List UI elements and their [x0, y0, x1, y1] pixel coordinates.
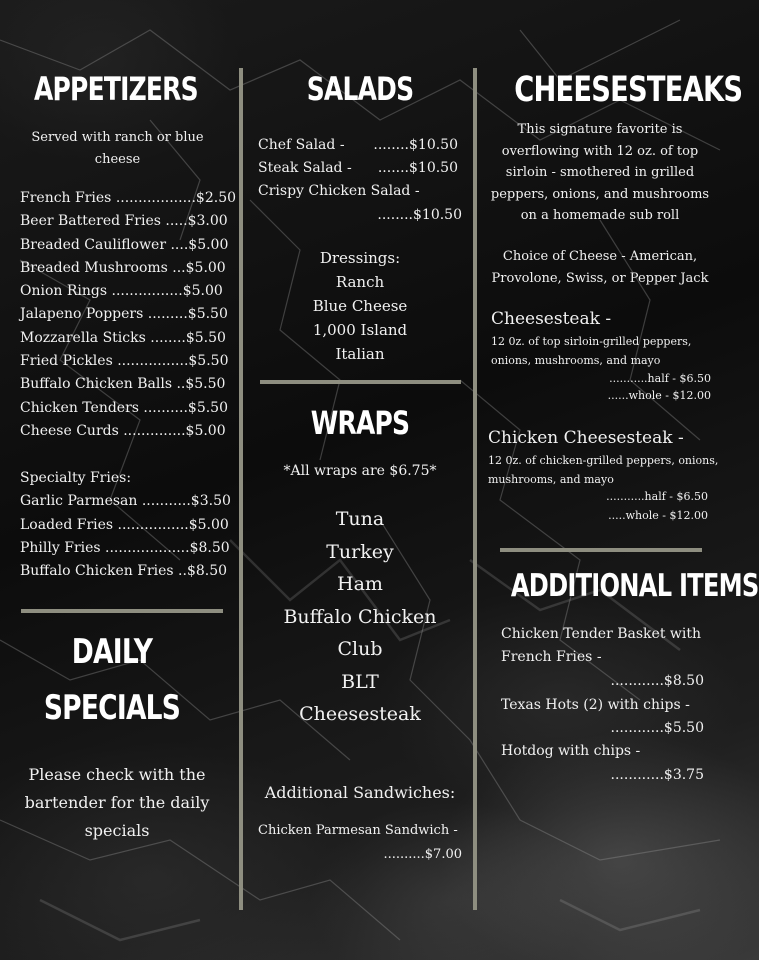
- wraps-note: *All wraps are $6.75*: [283, 463, 437, 479]
- list-item: Buffalo Chicken Balls ..$5.50: [20, 376, 226, 393]
- salads-divider: [260, 380, 461, 384]
- chicken-cheesesteak-whole-price: .....whole - $12.00: [608, 509, 708, 522]
- wraps-list: [250, 503, 470, 731]
- cheese-choice-line: Choice of Cheese - American,: [502, 249, 698, 264]
- salad-item: [258, 157, 458, 180]
- appetizers-description: [20, 127, 215, 171]
- cheesesteaks-divider: [500, 548, 702, 552]
- sandwich-price: ..........$7.00: [383, 847, 462, 862]
- cheesesteaks-desc-line: sirloin - smothered in grilled: [505, 165, 695, 180]
- cheese-choice-line: Provolone, Swiss, or Pepper Jack: [491, 271, 709, 286]
- list-item: 1,000 Island: [312, 321, 408, 339]
- cheesesteaks-desc-line: This signature favorite is: [517, 122, 683, 137]
- list-item: Mozzarella Sticks ........$5.50: [20, 329, 226, 346]
- list-item: Buffalo Chicken: [283, 605, 437, 628]
- daily-specials-line: specials: [84, 821, 150, 840]
- dressings-title: Dressings:: [319, 249, 401, 267]
- item-desc-line: 12 0z. of top sirloin-grilled peppers,: [491, 335, 692, 348]
- daily-specials-heading-line2: SPECIALS: [43, 688, 181, 728]
- appetizers-heading: APPETIZERS: [34, 70, 198, 108]
- appetizers-divider: [21, 609, 223, 613]
- additional-item-name: [501, 623, 701, 670]
- list-item: Cheese Curds ..............$5.00: [20, 422, 226, 439]
- cheesesteak-item-name: Cheesesteak -: [491, 309, 612, 329]
- additional-items-heading: ADDITIONAL ITEMS: [510, 568, 759, 604]
- list-item: Chicken Tenders ..........$5.50: [20, 399, 228, 416]
- salad-item: [258, 134, 458, 157]
- item-desc-line: mushrooms, and mayo: [488, 473, 614, 486]
- cheesesteaks-description: [488, 119, 712, 227]
- list-item: Garlic Parmesan ...........$3.50: [20, 493, 231, 510]
- column-divider-left: [239, 68, 243, 910]
- list-item: Ranch: [335, 273, 385, 291]
- list-item: Jalapeno Poppers .........$5.50: [20, 306, 228, 323]
- daily-specials-heading-line1: DAILY: [71, 632, 153, 672]
- list-item: Onion Rings ................$5.00: [20, 283, 223, 300]
- list-item: Turkey: [326, 540, 394, 563]
- cheesesteaks-desc-line: overflowing with 12 oz. of top: [501, 143, 699, 159]
- list-item: Loaded Fries ................$5.00: [20, 516, 229, 533]
- additional-item-price: ............$8.50: [610, 673, 704, 689]
- list-item: Breaded Mushrooms ...$5.00: [20, 259, 226, 276]
- chicken-cheesesteak-half-price: ...........half - $6.50: [606, 490, 708, 503]
- cheesesteaks-desc-line: peppers, onions, and mushrooms: [490, 186, 710, 202]
- item-desc-line: 12 0z. of chicken-grilled peppers, onions,: [488, 454, 719, 467]
- sandwich-name: Chicken Parmesan Sandwich -: [258, 823, 458, 838]
- cheesesteak-item-desc: [491, 332, 691, 370]
- specialty-fries-list: [20, 467, 231, 583]
- cheesesteaks-desc-line: on a homemade sub roll: [520, 208, 680, 223]
- cheese-choice: [488, 246, 712, 290]
- cheesesteak-whole-price: ......whole - $12.00: [607, 389, 711, 402]
- list-item: Cheesesteak: [299, 703, 421, 725]
- salads-heading: SALADS: [306, 70, 414, 108]
- cheesesteak-half-price: ...........half - $6.50: [609, 372, 711, 385]
- dressings-list: [260, 246, 460, 366]
- daily-specials-line: Please check with the: [28, 765, 206, 784]
- list-item: Philly Fries ...................$8.50: [20, 539, 230, 556]
- salad-price: ........$10.50: [377, 207, 462, 223]
- appetizers-desc-line: Served with ranch or blue: [31, 130, 204, 145]
- salad-name: Crispy Chicken Salad -: [258, 183, 420, 199]
- list-item: Breaded Cauliflower ....$5.00: [20, 236, 229, 253]
- cheesesteaks-heading: CHEESESTEAKS: [514, 70, 743, 110]
- wraps-heading: WRAPS: [310, 404, 410, 442]
- item-desc-line: onions, mushrooms, and mayo: [491, 354, 661, 367]
- appetizers-desc-line: cheese: [94, 152, 141, 167]
- additional-sandwiches-title: Additional Sandwiches:: [264, 783, 456, 802]
- list-item: Beer Battered Fries .....$3.00: [20, 213, 228, 230]
- daily-specials-text: [12, 761, 222, 845]
- additional-item-name: [501, 694, 690, 717]
- list-item: Fried Pickles ................$5.50: [20, 353, 229, 370]
- list-item: Blue Cheese: [312, 297, 408, 315]
- list-item: Buffalo Chicken Fries ..$8.50: [20, 563, 228, 580]
- list-item: BLT: [341, 670, 379, 693]
- list-item: Italian: [335, 345, 385, 363]
- specialty-fries-title: Specialty Fries:: [20, 470, 132, 486]
- salad-price: .......$10.50: [377, 160, 458, 176]
- additional-item-line: Chicken Tender Basket with: [501, 626, 701, 642]
- list-item: Ham: [337, 573, 383, 595]
- salad-name: Steak Salad -: [258, 160, 352, 176]
- daily-specials-line: bartender for the daily: [24, 793, 210, 812]
- additional-item-line: Hotdog with chips -: [501, 743, 641, 759]
- salad-name: Chef Salad -: [258, 137, 345, 153]
- additional-item-line: Texas Hots (2) with chips -: [501, 697, 690, 713]
- list-item: Tuna: [335, 508, 385, 530]
- additional-item-price: ............$3.75: [610, 767, 704, 783]
- additional-item-price: ............$5.50: [610, 720, 704, 736]
- salad-price: ........$10.50: [373, 137, 458, 153]
- additional-item-line: French Fries -: [501, 649, 602, 666]
- chicken-cheesesteak-item-desc: [488, 451, 718, 489]
- column-divider-right: [473, 68, 477, 910]
- salad-item: [258, 180, 420, 203]
- list-item: Club: [337, 638, 383, 660]
- list-item: French Fries ..................$2.50: [20, 190, 237, 206]
- additional-item-name: [501, 740, 640, 763]
- appetizers-list: [20, 187, 236, 443]
- chicken-cheesesteak-item-name: Chicken Cheesesteak -: [488, 428, 684, 448]
